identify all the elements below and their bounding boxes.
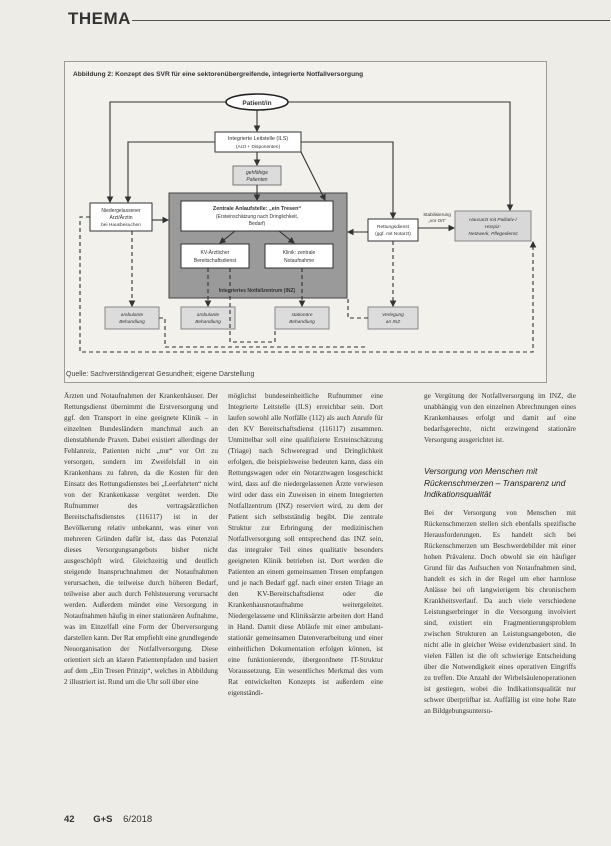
tresen-title: Zentrale Anlaufstelle: „ein Tresen“ bbox=[212, 206, 302, 212]
page-footer bbox=[64, 814, 152, 825]
niedergelassen-line2: Arzt/Ärztin bbox=[109, 215, 133, 221]
amb1-line2: Behandlung bbox=[119, 320, 145, 325]
body-column-3-intro: ge Vergütung der Notfallversorgung im INZ, die unabhängig von den einzelnen Abrechnungen eines Krankenhauses erfolgt und damit auf eine bedarfsgerechte, nicht erzwingend stationäre Versorgung ausgerichtet ist. bbox=[424, 392, 576, 444]
verlegung-line2: an INZ bbox=[385, 320, 401, 325]
stabil-line1: Stabilisierung bbox=[423, 212, 451, 217]
kv-node bbox=[181, 244, 249, 268]
rettung-node bbox=[368, 219, 418, 241]
page-number: 42 bbox=[64, 814, 75, 825]
figure-box bbox=[64, 61, 547, 383]
klinik-node bbox=[265, 244, 333, 268]
flow-diagram bbox=[65, 62, 548, 384]
palliativ-line2: Hospiz- bbox=[484, 225, 502, 230]
body-column-3-text: Bei der Versorgung von Menschen mit Rückenschmerzen stellen sich ebenfalls spezifische Herausforderungen. Es handelt sich bei Rückenschmerzen um Beschwerdebilder mit einer hohen Prävalenz. Doch obwohl sie ein häufiger Grund für das Aufsuchen von Notaufnahmen sind, handelt es sich in der Regel um eher harmlose Anlässe bei oft langwierigem bis chronischem Krankheitsverlauf. Da auch viele verschiedene Leistungserbringer in die Versorgung involviert sind, existiert ein Fragmentierungsproblem zwischen Strukturen an Leistungsangeboten, die nicht alle in gleicher Weise evidenzbasiert sind. In vielen Fällen ist die oft schwierige Entscheidung über die Notwendigkeit eines operativen Eingriffs zu treffen. Die Anzahl der Wirbelsäulenoperationen ist gestiegen, wobei die Indikationsqualität nur schwer überprüfbar ist. Auffällig ist eine hohe Rate an Bildgebungsuntersu- bbox=[424, 508, 576, 715]
journal-name: G+S bbox=[93, 814, 113, 825]
dash-verlegung-inz bbox=[348, 298, 368, 318]
amb2-line1: ambulante bbox=[196, 313, 220, 318]
figure-source: Quelle: Sachverständigenrat Gesundheit; eigene Darstellung bbox=[66, 371, 255, 378]
leitstelle-title: Integrierte Leitstelle (ILS) bbox=[227, 136, 289, 142]
section-title: THEMA bbox=[68, 9, 131, 28]
subsection-heading: Versorgung von Menschen mit Rückenschmerzen – Transparenz und Indikationsqualität bbox=[424, 466, 566, 499]
inz-label: Integriertes Notfallzentrum (INZ) bbox=[218, 288, 296, 294]
verlegung-line1: Verlegung bbox=[382, 313, 404, 318]
niedergelassen-line1: Niedergelassener bbox=[101, 208, 141, 214]
verlegung-outcome bbox=[368, 307, 418, 329]
body-column-1: Ärzten und Notaufnahmen der Krankenhäuser. Der Rettungsdienst übernimmt die Erstversorgung und ggf. den Transport in eine geeignete Klinik – in einzelnen Bundesländern manchmal auch an dienstabhende Praxen. Dabei existiert allerdings der Fehlanreiz, Patienten nicht „nur“ vor Ort zu versorgen, sondern im Zweifelsfall in ein Krankenhaus zu fahren, da die Kosten für den Einsatz des Rettungsdienstes bei „Leerfahrten“ nicht von der Krankenkasse vergütet werden. Die Rufnummer des vertragsärztlichen Bereitschaftsdienstes (116117) ist in der Bevölkerung relativ unbekannt, was einer von mehreren Gründen dafür ist, dass das Potenzial dieses Versorgungsangebots bisher nicht ausgeschöpft wird. Gleichzeitig und deutlich steigende Inanspruchnahmen der Notaufnahmen verursachen, die teilweise durch höheren Bedarf, teilweise aber auch durch Fehlsteuerung verursacht werden. Außerdem mündet eine Versorgung in Notaufnahmen häufig in einer stationären Aufnahme, was im Einzelfall eine Form der Überversorgung darstellen kann. Der Rat empfiehlt eine grundlegende Neuorganisation der Notfallversorgung. Diese orientiert sich an klaren Patientenpfaden und basiert auf dem „Ein Tresen Prinzip“, welches in Abbildung 2 illustriert ist. Rund um die Uhr soll über eine bbox=[64, 392, 218, 686]
stat-line2: Behandlung bbox=[289, 320, 315, 325]
figure-caption: Abbildung 2: Konzept des SVR für eine sektorenübergreifende, integrierte Notfallversorgung bbox=[73, 71, 364, 78]
palliativ-line1: Hausarzt mit Palliativ-/ bbox=[469, 218, 517, 223]
amb1-line1: ambulante bbox=[120, 313, 144, 318]
klinik-line2: Notaufnahme bbox=[283, 258, 315, 264]
header-rule bbox=[132, 20, 610, 21]
palliativ-line3: Netzwerk, Pflegedienst bbox=[468, 232, 518, 237]
journal-issue: 6/2018 bbox=[123, 814, 153, 825]
body-column-2: möglichst bundeseinheitliche Rufnummer eine Integrierte Leitstelle (ILS) erreichbar sein. Dort laufen sowohl alle Notfälle (112) als auch Anrufe für den KV Bereitschaftsdienst (116117) zusammen. Unmittelbar soll eine qualifizierte Ersteinschätzung (Triage) nach Schweregrad und Dringlichkeit erfolgen, die beispielsweise bedeuten kann, dass ein Rettungswagen oder ein Notarztwagen losgeschickt wird, dass auf die niedergelassenen Ärzte verwiesen wird oder dass ein Zuweisen in einem Integrierten Notfallzentrum (INZ) reserviert wird, zu dem der Patient sich selbstständig begibt. Die zentrale Struktur zur Erbringung der medizinischen Notfallversorgung soll entsprechend das INZ sein, das integraler Teil eines qualitativ besonders geeigneten Klinik betrieben ist. Dort werden die Patienten an einem gemeinsamen Tresen empfangen und je nach Bedarf ggf. nach einer ersten Triage an den KV-Bereitschaftsdienst oder die Krankenhausnotaufnahme weitergeleitet. Niedergelassene und Kliniksärzte arbeiten dort Hand in Hand. Damit diese Abläufe mit einer ambulant-stationär gemeinsamen Datenverarbeitung und einer einheitlichen Dokumentation erfolgen können, ist eine funktionierende, übergeordnete IT-Struktur Voraussetzung. Ein wesentliches Merkmal des vom Rat entwickelten Konzepts ist außerdem eine eigenständi- bbox=[228, 392, 383, 697]
gehfaehig-line1: gehfähige bbox=[246, 170, 268, 176]
tresen-sub1: (Ersteinschätzung nach Dringlichkeit, bbox=[215, 214, 299, 220]
amb-outcome-1 bbox=[105, 307, 159, 329]
leitstelle-sub: (Arzt + Disponenten) bbox=[235, 145, 281, 150]
stat-line1: stationäre bbox=[291, 313, 313, 318]
patient-label: Patient/in bbox=[242, 100, 272, 107]
amb-outcome-2 bbox=[181, 307, 235, 329]
niedergelassen-line3: bei Hausbesuchen bbox=[101, 223, 141, 228]
kv-line1: KV-Ärztlicher bbox=[200, 250, 230, 256]
klinik-line1: Klinik: zentrale bbox=[282, 250, 316, 256]
rettung-line1: Rettungsdienst bbox=[377, 225, 409, 230]
tresen-sub2: Bedarf) bbox=[248, 221, 266, 227]
gehfaehig-line2: Patienten bbox=[246, 177, 268, 183]
stabil-line2: „vor Ort“ bbox=[428, 218, 446, 223]
amb2-line2: Behandlung bbox=[195, 320, 221, 325]
stat-outcome bbox=[275, 307, 329, 329]
body-column-3 bbox=[424, 391, 576, 798]
kv-line2: Bereitschaftsdienst bbox=[193, 258, 237, 264]
rettung-line2: (ggf. mit Notarzt) bbox=[375, 232, 411, 237]
arrow-patient-niedergelassen bbox=[110, 102, 226, 202]
